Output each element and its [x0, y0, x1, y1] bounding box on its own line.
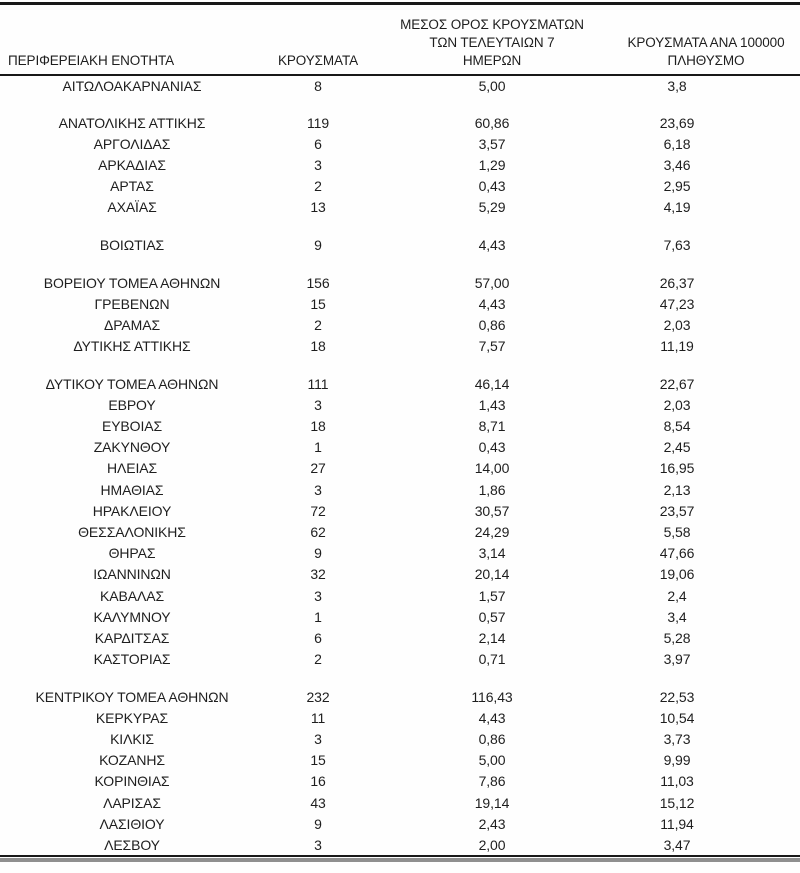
cell-regional-unit: ΚΙΛΚΙΣ	[110, 731, 154, 748]
cell-regional-unit: ΑΡΓΟΛΙΔΑΣ	[93, 135, 171, 152]
cell-7day-average: 5,00	[478, 77, 506, 94]
cell-regional-unit: ΚΟΖΑΝΗΣ	[99, 752, 165, 769]
table-row	[0, 176, 800, 197]
cell-regional-unit: ΘΗΡΑΣ	[108, 545, 156, 562]
table-row	[0, 750, 800, 771]
cell-cases-per-100000: 22,67	[659, 375, 695, 392]
cell-regional-unit: ΗΡΑΚΛΕΙΟΥ	[92, 502, 172, 519]
table-row	[0, 585, 800, 606]
cell-empty	[742, 272, 800, 293]
cell-regional-unit: ΑΡΤΑΣ	[110, 178, 154, 195]
cell-cases: 27	[310, 460, 326, 477]
cell-cases: 3	[314, 587, 322, 604]
header-line: ΗΜΕΡΩΝ	[462, 52, 522, 68]
cell-regional-unit: ΘΕΣΣΑΛΟΝΙΚΗΣ	[78, 524, 186, 541]
cell-cases-per-100000: 10,54	[659, 709, 695, 726]
cell-7day-average: 1,43	[478, 396, 506, 413]
cell-cases: 15	[310, 295, 326, 312]
cell-empty	[742, 792, 800, 813]
cell-cases-per-100000: 8,54	[663, 418, 691, 435]
cell-regional-unit: ΑΙΤΩΛΟΑΚΑΡΝΑΝΙΑΣ	[62, 77, 202, 94]
table-row	[0, 416, 800, 437]
cell-7day-average: 4,43	[478, 295, 506, 312]
table-row	[0, 314, 800, 335]
table-row	[0, 521, 800, 542]
cell-cases-per-100000: 5,58	[663, 524, 691, 541]
table-row	[0, 564, 800, 585]
table-row	[0, 437, 800, 458]
cell-empty	[742, 750, 800, 771]
cell-cases-per-100000: 3,97	[663, 651, 691, 668]
cell-empty	[742, 458, 800, 479]
column-header-cases-per-100000	[612, 4, 800, 75]
cell-cases-per-100000: 11,19	[660, 338, 694, 355]
cell-7day-average: 4,43	[478, 709, 506, 726]
table-row	[0, 771, 800, 792]
cell-7day-average: 1,86	[478, 481, 506, 498]
cell-7day-average: 3,14	[478, 545, 506, 562]
cell-cases: 3	[314, 157, 322, 174]
spacer-row	[0, 670, 800, 686]
cell-cases-per-100000: 16,95	[659, 460, 695, 477]
cell-cases-per-100000: 6,18	[663, 135, 691, 152]
cell-cases-per-100000: 2,4	[667, 587, 687, 604]
cell-regional-unit: ΗΛΕΙΑΣ	[106, 460, 158, 477]
cell-empty	[742, 336, 800, 357]
table-row	[0, 373, 800, 394]
spacer-row	[0, 96, 800, 112]
cell-cases: 32	[310, 566, 326, 583]
cell-empty	[742, 234, 800, 255]
cell-empty	[742, 585, 800, 606]
cell-cases: 3	[314, 836, 322, 853]
cell-empty	[742, 416, 800, 437]
cell-cases: 6	[314, 135, 322, 152]
cell-cases-per-100000: 3,4	[667, 608, 687, 625]
table-row	[0, 234, 800, 255]
cell-cases: 18	[310, 418, 326, 435]
cell-cases: 11	[310, 709, 326, 726]
cell-cases: 1	[314, 439, 322, 456]
cell-empty	[742, 649, 800, 670]
cell-empty	[742, 564, 800, 585]
cell-cases: 1	[314, 608, 322, 625]
cell-cases-per-100000: 3,46	[663, 157, 691, 174]
cell-cases-per-100000: 3,8	[667, 77, 687, 94]
table-row	[0, 272, 800, 293]
cell-cases: 2	[314, 316, 322, 333]
table-header	[0, 4, 800, 75]
cell-7day-average: 5,29	[478, 199, 506, 216]
cell-cases-per-100000: 22,53	[659, 688, 695, 705]
cell-7day-average: 57,00	[474, 274, 510, 291]
cell-cases: 6	[314, 629, 322, 646]
cell-empty	[742, 729, 800, 750]
cell-empty	[742, 521, 800, 542]
cell-cases-per-100000: 3,47	[663, 836, 691, 853]
cell-regional-unit: ΛΑΡΙΣΑΣ	[103, 794, 161, 811]
table-row	[0, 394, 800, 415]
spacer-cell	[0, 357, 800, 373]
table-row	[0, 649, 800, 670]
cell-regional-unit: ΔΥΤΙΚΗΣ ΑΤΤΙΚΗΣ	[73, 338, 191, 355]
cell-cases-per-100000: 3,73	[663, 731, 691, 748]
cell-regional-unit: ΚΑΣΤΟΡΙΑΣ	[93, 651, 171, 668]
header-row	[0, 4, 800, 75]
table-row	[0, 336, 800, 357]
cell-empty	[742, 112, 800, 133]
cell-cases: 3	[314, 396, 322, 413]
cell-7day-average: 60,86	[474, 114, 510, 131]
cell-regional-unit: ΔΥΤΙΚΟΥ ΤΟΜΕΑ ΑΘΗΝΩΝ	[45, 375, 219, 392]
spacer-row	[0, 256, 800, 272]
cell-regional-unit: ΚΕΡΚΥΡΑΣ	[95, 709, 169, 726]
cell-empty	[742, 437, 800, 458]
table-row	[0, 729, 800, 750]
cell-cases: 2	[314, 178, 322, 195]
cell-regional-unit: ΚΑΛΥΜΝΟΥ	[93, 608, 171, 625]
cell-empty	[742, 479, 800, 500]
table-row	[0, 133, 800, 154]
cell-7day-average: 14,00	[474, 460, 510, 477]
cell-empty	[742, 176, 800, 197]
cell-cases: 2	[314, 651, 322, 668]
cell-7day-average: 24,29	[474, 524, 510, 541]
table-row	[0, 707, 800, 728]
cell-regional-unit: ΕΒΡΟΥ	[108, 396, 156, 413]
cell-cases-per-100000: 47,23	[659, 295, 695, 312]
cell-cases: 232	[306, 688, 330, 705]
cell-cases-per-100000: 11,03	[660, 773, 694, 790]
table-row	[0, 458, 800, 479]
cell-cases-per-100000: 7,63	[663, 237, 691, 253]
spacer-cell	[0, 218, 800, 234]
cell-regional-unit: ΙΩΑΝΝΙΝΩΝ	[93, 566, 171, 583]
cell-7day-average: 2,00	[478, 836, 506, 853]
cell-empty	[742, 197, 800, 218]
cell-cases: 111	[307, 375, 329, 392]
cell-cases: 3	[314, 481, 322, 498]
header-line: ΤΩΝ ΤΕΛΕΥΤΑΙΩΝ 7	[429, 34, 555, 50]
spacer-cell	[0, 670, 800, 686]
table-body	[0, 75, 800, 856]
cell-cases-per-100000: 9,99	[663, 752, 691, 769]
cell-regional-unit: ΑΝΑΤΟΛΙΚΗΣ ΑΤΤΙΚΗΣ	[58, 114, 206, 131]
cell-cases-per-100000: 11,94	[660, 815, 694, 832]
cell-7day-average: 3,57	[478, 135, 506, 152]
cell-cases: 43	[310, 794, 326, 811]
cell-cases: 72	[310, 502, 326, 519]
cell-regional-unit: ΔΡΑΜΑΣ	[103, 316, 161, 333]
column-header-7day-average	[372, 4, 612, 75]
table-row	[0, 813, 800, 834]
cell-regional-unit: ΚΕΝΤΡΙΚΟΥ ΤΟΜΕΑ ΑΘΗΝΩΝ	[35, 688, 229, 705]
cell-regional-unit: ΖΑΚΥΝΘΟΥ	[93, 439, 171, 456]
cell-7day-average: 19,14	[474, 794, 510, 811]
cell-7day-average: 4,43	[478, 237, 506, 253]
column-header-cases: ΚΡΟΥΣΜΑΤΑ	[264, 4, 372, 75]
cell-empty	[742, 834, 800, 855]
cell-cases: 9	[314, 815, 322, 832]
cell-regional-unit: ΒΟΙΩΤΙΑΣ	[99, 237, 165, 253]
cell-cases-per-100000: 2,03	[663, 316, 691, 333]
cell-cases-per-100000: 4,19	[663, 199, 691, 216]
cell-7day-average: 46,14	[474, 375, 510, 392]
cell-7day-average: 8,71	[478, 418, 506, 435]
table-row	[0, 627, 800, 648]
cell-7day-average: 0,86	[478, 731, 506, 748]
cell-7day-average: 2,14	[478, 629, 506, 646]
table-row	[0, 543, 800, 564]
header-line: ΜΕΣΟΣ ΟΡΟΣ ΚΡΟΥΣΜΑΤΩΝ	[400, 17, 584, 33]
cell-cases: 15	[310, 752, 326, 769]
cell-empty	[742, 75, 800, 96]
cell-regional-unit: ΚΑΡΔΙΤΣΑΣ	[94, 629, 170, 646]
cell-cases: 156	[306, 274, 330, 291]
spacer-row	[0, 357, 800, 373]
cell-empty	[742, 627, 800, 648]
table-row	[0, 606, 800, 627]
cell-regional-unit: ΑΡΚΑΔΙΑΣ	[98, 157, 166, 174]
cell-cases-per-100000: 19,06	[659, 566, 695, 583]
cell-cases-per-100000: 47,66	[659, 545, 695, 562]
table-row	[0, 686, 800, 707]
cell-regional-unit: ΛΑΣΙΘΙΟΥ	[99, 815, 165, 832]
cell-cases-per-100000: 2,95	[663, 178, 691, 195]
cell-7day-average: 30,57	[474, 502, 510, 519]
table-row	[0, 112, 800, 133]
cell-7day-average: 0,43	[478, 178, 506, 195]
cell-7day-average: 0,86	[478, 316, 506, 333]
cell-cases: 16	[310, 773, 326, 790]
table-row	[0, 479, 800, 500]
cell-empty	[742, 394, 800, 415]
spacer-cell	[0, 256, 800, 272]
table-row	[0, 154, 800, 175]
cell-cases: 9	[314, 545, 322, 562]
cell-cases-per-100000: 2,45	[663, 439, 691, 456]
cell-7day-average: 0,57	[478, 608, 506, 625]
cell-7day-average: 7,86	[478, 773, 506, 790]
cell-7day-average: 116,43	[471, 688, 513, 705]
cell-cases: 3	[314, 731, 322, 748]
cell-cases: 9	[314, 237, 322, 253]
cell-cases: 13	[310, 199, 326, 216]
cell-empty	[742, 500, 800, 521]
cell-empty	[742, 543, 800, 564]
table-bottom-shadow	[0, 858, 800, 862]
cell-regional-unit: ΑΧΑΪΑΣ	[107, 199, 157, 216]
cell-cases: 119	[306, 114, 330, 131]
cell-cases: 18	[310, 338, 326, 355]
cell-cases-per-100000: 23,69	[659, 114, 695, 131]
cell-cases-per-100000: 26,37	[659, 274, 695, 291]
cell-empty	[742, 813, 800, 834]
cell-empty	[742, 771, 800, 792]
cell-cases-per-100000: 2,13	[663, 481, 691, 498]
regional-cases-table	[0, 2, 800, 857]
table-row	[0, 197, 800, 218]
table-row	[0, 792, 800, 813]
report-page	[0, 2, 800, 873]
cell-regional-unit: ΓΡΕΒΕΝΩΝ	[94, 295, 170, 312]
cell-empty	[742, 133, 800, 154]
spacer-cell	[0, 96, 800, 112]
cell-cases-per-100000: 23,57	[659, 502, 695, 519]
cell-empty	[742, 707, 800, 728]
cell-empty	[742, 606, 800, 627]
cell-regional-unit: ΚΑΒΑΛΑΣ	[100, 587, 164, 604]
cell-regional-unit: ΗΜΑΘΙΑΣ	[100, 481, 164, 498]
cell-7day-average: 1,29	[478, 157, 506, 174]
cell-regional-unit: ΕΥΒΟΙΑΣ	[101, 418, 163, 435]
header-line: ΠΛΗΘΥΣΜΟ	[667, 52, 745, 68]
cell-7day-average: 1,57	[478, 587, 506, 604]
cell-empty	[742, 373, 800, 394]
cell-regional-unit: ΚΟΡΙΝΘΙΑΣ	[94, 773, 170, 790]
cell-cases-per-100000: 5,28	[663, 629, 691, 646]
cell-7day-average: 20,14	[474, 566, 510, 583]
cell-7day-average: 2,43	[478, 815, 506, 832]
table-row	[0, 834, 800, 855]
cell-regional-unit: ΒΟΡΕΙΟΥ ΤΟΜΕΑ ΑΘΗΝΩΝ	[43, 274, 221, 291]
cell-empty	[742, 293, 800, 314]
table-row	[0, 75, 800, 96]
cell-cases: 8	[314, 77, 322, 94]
cell-7day-average: 0,43	[478, 439, 506, 456]
cell-7day-average: 5,00	[478, 752, 506, 769]
cell-cases-per-100000: 15,12	[659, 794, 695, 811]
cell-cases-per-100000: 2,03	[663, 396, 691, 413]
cell-empty	[742, 314, 800, 335]
table-row	[0, 500, 800, 521]
cell-cases: 62	[310, 524, 326, 541]
header-line: ΚΡΟΥΣΜΑΤΑ ΑΝΑ 100000	[627, 34, 785, 50]
cell-7day-average: 7,57	[478, 338, 506, 355]
table-row	[0, 293, 800, 314]
cell-7day-average: 0,71	[478, 651, 506, 668]
spacer-row	[0, 218, 800, 234]
cell-empty	[742, 154, 800, 175]
cell-empty	[742, 686, 800, 707]
cell-regional-unit: ΛΕΣΒΟΥ	[104, 836, 160, 853]
column-header-regional-unit: ΠΕΡΙΦΕΡΕΙΑΚΗ ΕΝΟΤΗΤΑ	[0, 4, 264, 75]
